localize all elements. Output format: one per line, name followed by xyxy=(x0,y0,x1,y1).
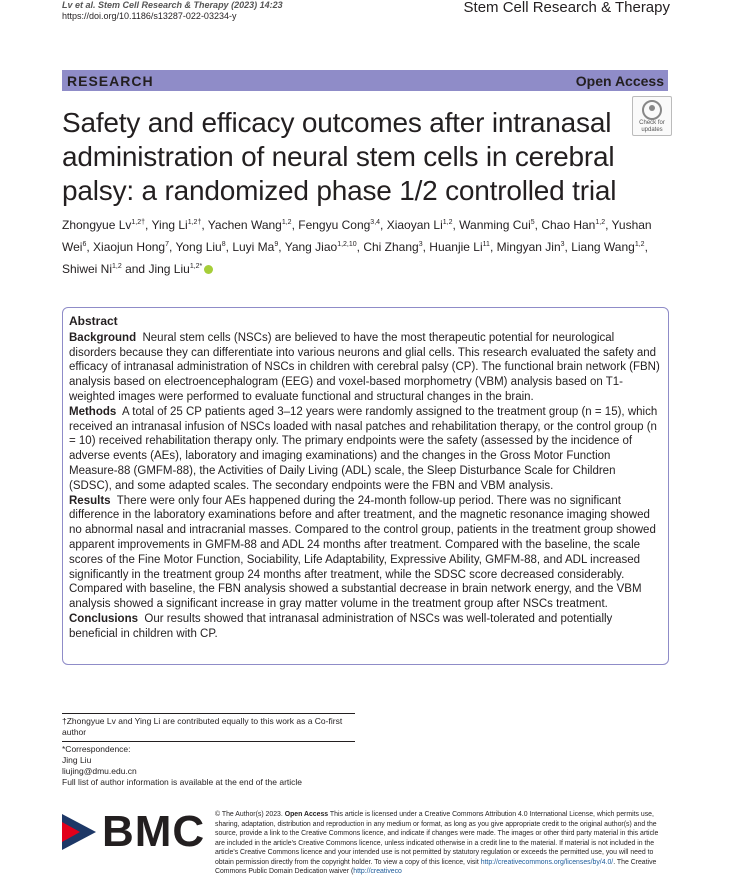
author-name[interactable]: Zhongyue Lv xyxy=(62,218,132,232)
bmc-logo-icon xyxy=(62,814,96,850)
author-name[interactable]: Liang Wang xyxy=(571,240,635,254)
abstract-results xyxy=(69,494,660,612)
check-updates-line1: Check for xyxy=(639,120,665,126)
author-name[interactable]: Ying Li xyxy=(151,218,188,232)
corresponding-email[interactable]: liujing@dmu.edu.cn xyxy=(62,766,137,776)
section-label: RESEARCH xyxy=(67,72,154,89)
abstract-text: Our results showed that intranasal administration of NSCs was well-tolerated and potentially beneficial in children with CP. xyxy=(69,612,613,640)
abstract-methods xyxy=(69,405,660,494)
author-name[interactable]: Jing Liu xyxy=(148,262,190,276)
footnote-divider xyxy=(62,713,355,714)
correspondence-block xyxy=(62,744,357,788)
license-tail: . The Creative Commons Public Domain Dedication waiver ( xyxy=(215,858,657,875)
article-type-banner xyxy=(62,70,668,91)
author-name[interactable]: Luyi Ma xyxy=(232,240,275,254)
author-name[interactable]: Mingyan Jin xyxy=(496,240,561,254)
copyright-text: © The Author(s) 2023. xyxy=(215,811,283,818)
author-affiliation-marker: 6 xyxy=(82,241,87,248)
author-name[interactable]: Yushan Wei xyxy=(62,218,652,254)
author-affiliation-marker: 8 xyxy=(221,241,226,248)
footnote-equal-contribution: †Zhongyue Lv and Ying Li are contributed equally to this work as a Co-first author xyxy=(62,716,343,737)
abstract-label: Results xyxy=(69,494,111,507)
corresponding-author: Jing Liu xyxy=(62,755,92,765)
author-affiliation-marker: 3 xyxy=(418,241,423,248)
abstract-label: Methods xyxy=(69,405,117,418)
author-affiliation-marker: 9 xyxy=(274,241,279,248)
running-header xyxy=(62,0,283,22)
abstract-text: There were only four AEs happened during the 24-month follow-up period. There was no significant difference in the laboratory examinations before and after treatment, and the magnetic resonance imaging showed no abnormal nasal and intracranial masses. Compared to the control group, patients in the treatment group showed apparent improvements in GMFM-88 and ADL 24 months after treatment. Compared with the baseline, the scale scores of the Fine Motor Function, Sociability, Life Adaptability, Expressive Ability, GMFM-88, and ADL increased significantly in the treatment group 24 months after treatment, while the SDSC score decreased considerably. Compared with baseline, the FBN analysis showed a substantial decrease in brain network energy, and the VBM analysis showed a significant increase in gray matter volume in the treatment group after NSCs treatment. xyxy=(69,494,656,611)
abstract-heading: Abstract xyxy=(69,314,118,328)
author-affiliation-marker: 1,2 xyxy=(442,219,453,226)
author-affiliation-marker: 5 xyxy=(530,219,535,226)
author-name[interactable]: Shiwei Ni xyxy=(62,262,113,276)
abstract-text: Neural stem cells (NSCs) are believed to have the most therapeutic potential for neurological disorders because they can differentiate into various neurons and glial cells. This research evaluated the safety and efficacy of intranasal administration of NSCs in children with cerebral palsy (CP). The functional brain network (FBN) analysis based on electroencephalogram (EEG) and voxel-based morphometry (VBM) analysis based on T1-weighted images were performed to evaluate functional and structural changes in the brain. xyxy=(69,331,660,403)
author-affiliation-marker: 11 xyxy=(482,241,490,248)
abstract-text: A total of 25 CP patients aged 3–12 years were randomly assigned to the treatment group (n = 15), which received an intranasal infusion of NSCs loaded with nasal patches and rehabilitation therapy, or the control group (n = 10) received rehabilitation therapy only. The primary endpoints were the safety (assessed by the incidence of adverse events (AEs), laboratory and imaging examinations) and the changes in the Gross Motor Function Measure-88 (GMFM-88), the Activities of Daily Living (ADL) scale, the Sleep Disturbance Scale for Children (SDSC), and some adapted scales. The secondary endpoints were the FBN and VBM analysis. xyxy=(69,405,658,492)
author-name[interactable]: Chao Han xyxy=(541,218,596,232)
author-name[interactable]: Xiaojun Hong xyxy=(93,240,166,254)
author-info-note: Full list of author information is available at the end of the article xyxy=(62,777,303,787)
author-name[interactable]: Xiaoyan Li xyxy=(386,218,443,232)
article-title: Safety and efficacy outcomes after intranasal administration of neural stem cells in cerebral palsy: a randomized phase 1/2 controlled trial xyxy=(62,107,617,206)
license-link[interactable]: http://creativecommons.org/licenses/by/4.0/ xyxy=(480,858,614,866)
author-affiliation-marker: 1,2† xyxy=(131,219,146,226)
author-affiliation-marker: 1,2 xyxy=(281,219,292,226)
open-access-text: Open Access xyxy=(284,811,329,818)
author-affiliation-marker: 3,4 xyxy=(370,219,381,226)
publisher-logo xyxy=(62,807,206,856)
footnote-divider xyxy=(62,741,355,742)
author-affiliation-marker: 1,2 xyxy=(634,241,645,248)
bmc-logo-text: BMC xyxy=(102,807,206,856)
abstract-conclusions xyxy=(69,612,660,642)
author-name[interactable]: Yachen Wang xyxy=(207,218,282,232)
check-updates-icon xyxy=(642,100,662,120)
author-name[interactable]: Yong Liu xyxy=(175,240,222,254)
author-list: Zhongyue $Lv^{1,2\dagger}$, Ying $Li^{1,2\dagger}$, Yachen Wang$^{1,2}$, Fengyu Cong$^{3,4}$, Xiaoyan Li$^{1,2}$, Wanming Cui$^5$, Chao Han$^{1,2}$, Yushan Wei$^6$, Xiaojun Hong$^7$, Yong Liu$^8$, Luyi Ma$^9$, Yang Jiao$^{1,2,10}$, Chi Zhang$^3$, Huanjie Li$^{11}$, Mingyan Jin$^3$, Liang Wang$^{1,2}$, Shiwei Ni$^{1,2}$ and Jing Liu$^{1,2*}$ xyxy=(62,218,652,276)
orcid-icon[interactable] xyxy=(204,265,213,274)
author-affiliation-marker: 3 xyxy=(560,241,565,248)
author-name[interactable]: Fengyu Cong xyxy=(298,218,371,232)
author-name[interactable]: Wanming Cui xyxy=(459,218,531,232)
abstract-label: Conclusions xyxy=(69,612,139,625)
open-access-label: Open Access xyxy=(575,72,664,89)
author-name[interactable]: Huanjie Li xyxy=(429,240,483,254)
author-affiliation-marker: 1,2 xyxy=(595,219,606,226)
check-for-updates-button[interactable] xyxy=(632,96,672,136)
abstract-background xyxy=(69,331,660,405)
check-updates-line2: updates xyxy=(641,127,663,133)
author-affiliation-marker: 1,2,10 xyxy=(337,241,357,248)
author-affiliation-marker: 1,2 xyxy=(112,263,122,270)
abstract-box xyxy=(62,307,669,665)
cc0-link[interactable]: http://creativeco xyxy=(353,868,402,875)
doi-link[interactable]: https://doi.org/10.1186/s13287-022-03234-y xyxy=(62,11,237,21)
correspondence-label: *Correspondence: xyxy=(62,744,131,754)
author-name[interactable]: Chi Zhang xyxy=(363,240,419,254)
license-statement xyxy=(215,810,670,877)
author-affiliation-marker: 7 xyxy=(165,241,169,248)
license-body: This article is licensed under a Creative Commons Attribution 4.0 International License, which permits use, sharing, adaptation, distribution and reproduction in any medium or format, as long as you give appropriate credit to the original author(s) and the source, provide a link to the Creative Commons licence, and indicate if changes were made. The images or other third party material in this article are included in the article's Creative Commons licence, unless indicated otherwise in a credit line to the material. If material is not included in the article's Creative Commons licence and your intended use is not permitted by statutory regulation or exceeds the permitted use, you will need to obtain permission directly from the copyright holder. To view a copy of this licence, visit xyxy=(215,811,659,866)
citation-line: Lv et al. Stem Cell Research & Therapy (2023) 14:23 xyxy=(62,0,283,10)
abstract-label: Background xyxy=(69,331,137,344)
author-affiliation-marker: 1,2† xyxy=(187,219,202,226)
journal-name: Stem Cell Research & Therapy xyxy=(463,0,670,16)
author-name[interactable]: Yang Jiao xyxy=(284,240,338,254)
author-affiliation-marker: 1,2* xyxy=(189,263,203,270)
